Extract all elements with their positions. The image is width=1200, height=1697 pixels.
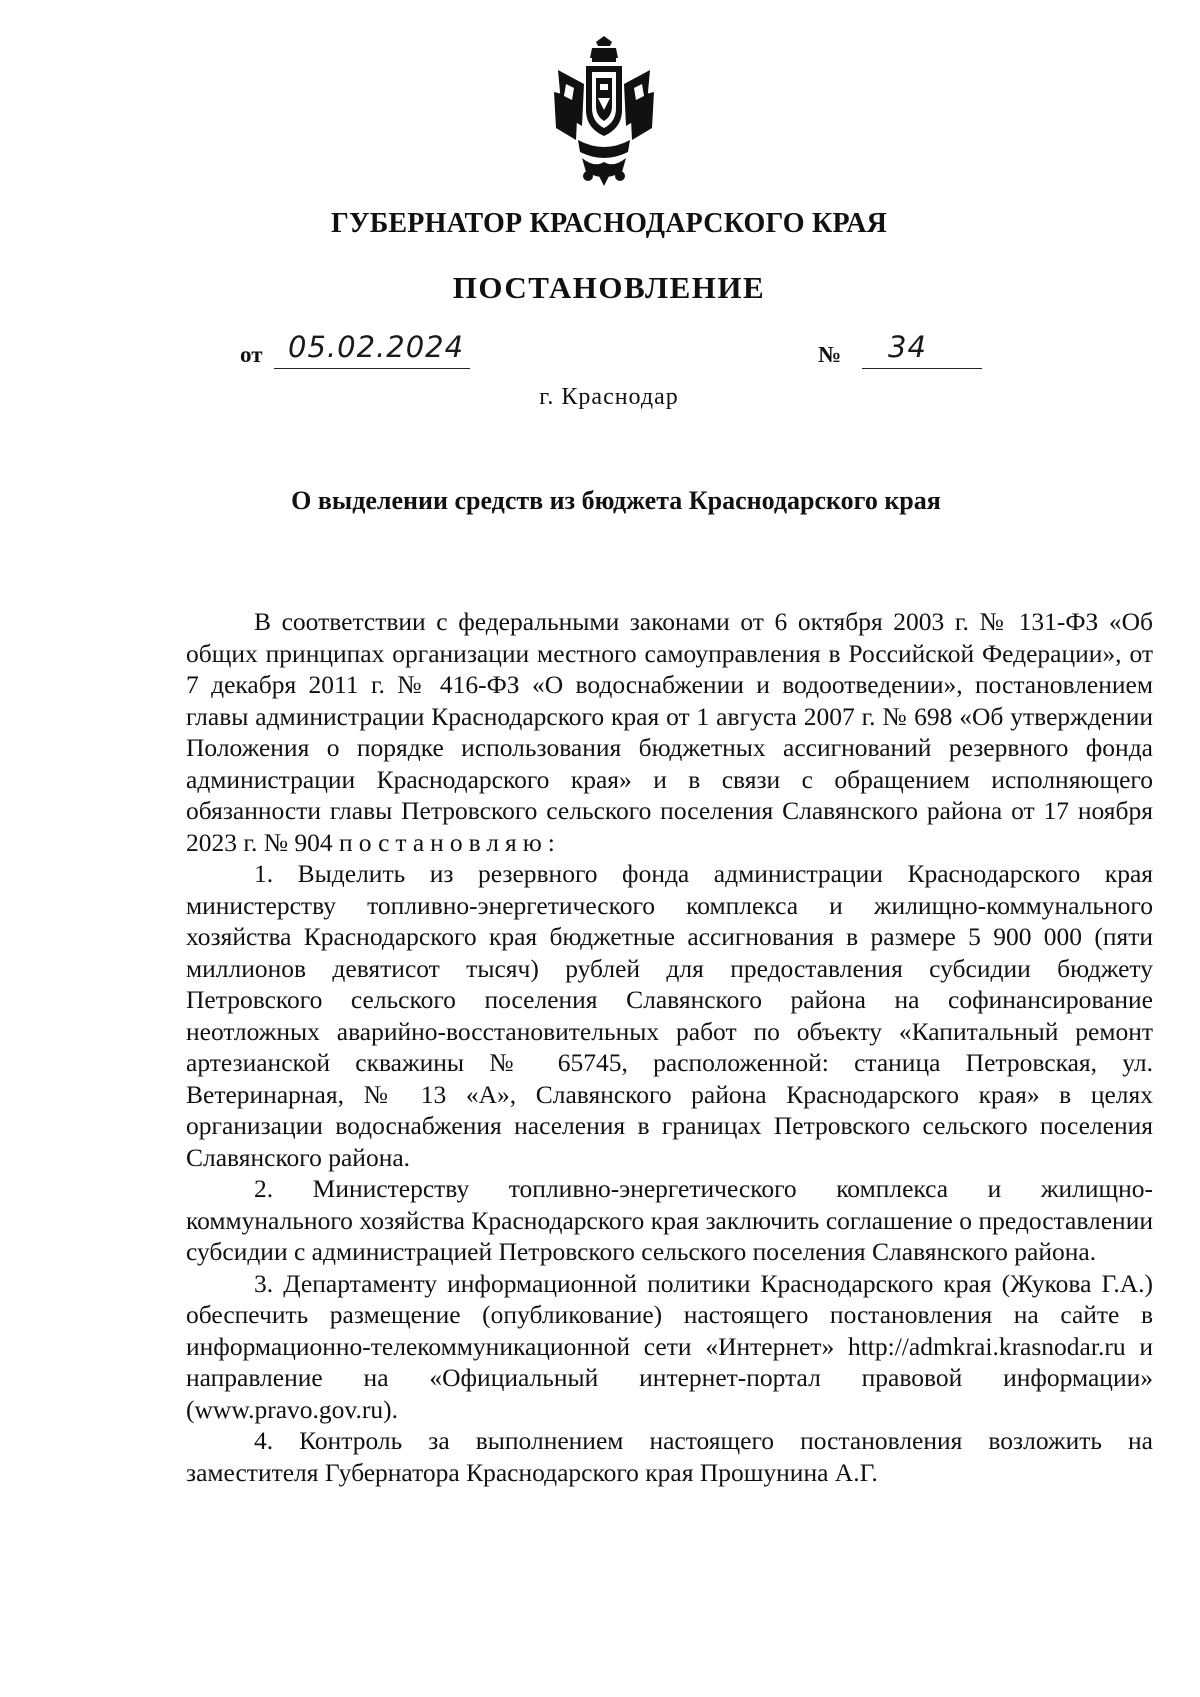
issuing-authority: ГУБЕРНАТОР КРАСНОДАРСКОГО КРАЯ <box>330 208 888 239</box>
clause-1: 1. Выделить из резервного фонда администрации Краснодарского края министерству топливно-энергетического комплекса и жилищно-коммунального хозяйства Краснодарского края бюджетные ассигнования в размере 5 900 000 (пяти миллионов девятисот тысяч) рублей для предоставления субсидии бюджету Петровского сельского поселения Славянского района на софинансирование неотложных аварийно-восстановительных работ по объекту «Капитальный ремонт артезианской скважины № 65745, расположенной: станица Петровская, ул. Ветеринарная, № 13 «А», Славянского района Краснодарского края» в целях организации водоснабжения населения в границах Петровского сельского поселения Славянского района. <box>186 859 1153 1172</box>
date-field <box>274 330 470 369</box>
document-body <box>186 606 1153 1488</box>
handwritten-date: 05.02.2024 <box>288 330 465 364</box>
clause-2: 2. Министерству топливно-энергетического комплекса и жилищно-коммунального хозяйства Краснодарского края заключить соглашение о предоставлении субсидии с администрацией Петровского сельского поселения Славянского района. <box>186 1174 1153 1266</box>
document-subject: О выделении средств из бюджета Краснодарского края <box>291 486 941 515</box>
coat-of-arms-icon <box>548 36 660 188</box>
clause-4: 4. Контроль за выполнением настоящего постановления возложить на заместителя Губернатора Краснодарского края Прошунина А.Г. <box>186 1426 1153 1487</box>
document-type: ПОСТАНОВЛЕНИЕ <box>452 270 766 305</box>
date-number-row <box>240 330 980 374</box>
preamble-text: В соответствии с федеральными законами от 6 октября 2003 г. № 131-ФЗ «Об общих принципах организации местного самоуправления в Российской Федерации», от 7 декабря 2011 г. № 416-ФЗ «О водоснабжении и водоотведении», постановлением главы администрации Краснодарского края от 1 августа 2007 г. № 698 «Об утверждении Положения о порядке использования бюджетных ассигнований резервного фонда администрации Краснодарского края» и в связи с обращением исполняющего обязанности главы Петровского сельского поселения Славянского района от 17 ноября 2023 г. № 904 <box>186 607 1153 857</box>
date-label: от <box>240 342 263 367</box>
clause-3: 3. Департаменту информационной политики Краснодарского края (Жукова Г.А.) обеспечить размещение (опубликование) настоящего постановления на сайте в информационно-телекоммуникационной сети «Интернет» http://admkrai.krasnodar.ru и направление на «Официальный интернет-портал правовой информации» (www.pravo.gov.ru). <box>186 1268 1153 1424</box>
preamble-paragraph <box>186 606 1153 858</box>
city-line: г. Краснодар <box>539 384 679 410</box>
number-label: № <box>818 342 842 367</box>
decree-word: постановляю: <box>339 827 561 857</box>
number-field <box>862 330 982 369</box>
handwritten-number: 34 <box>888 330 927 364</box>
